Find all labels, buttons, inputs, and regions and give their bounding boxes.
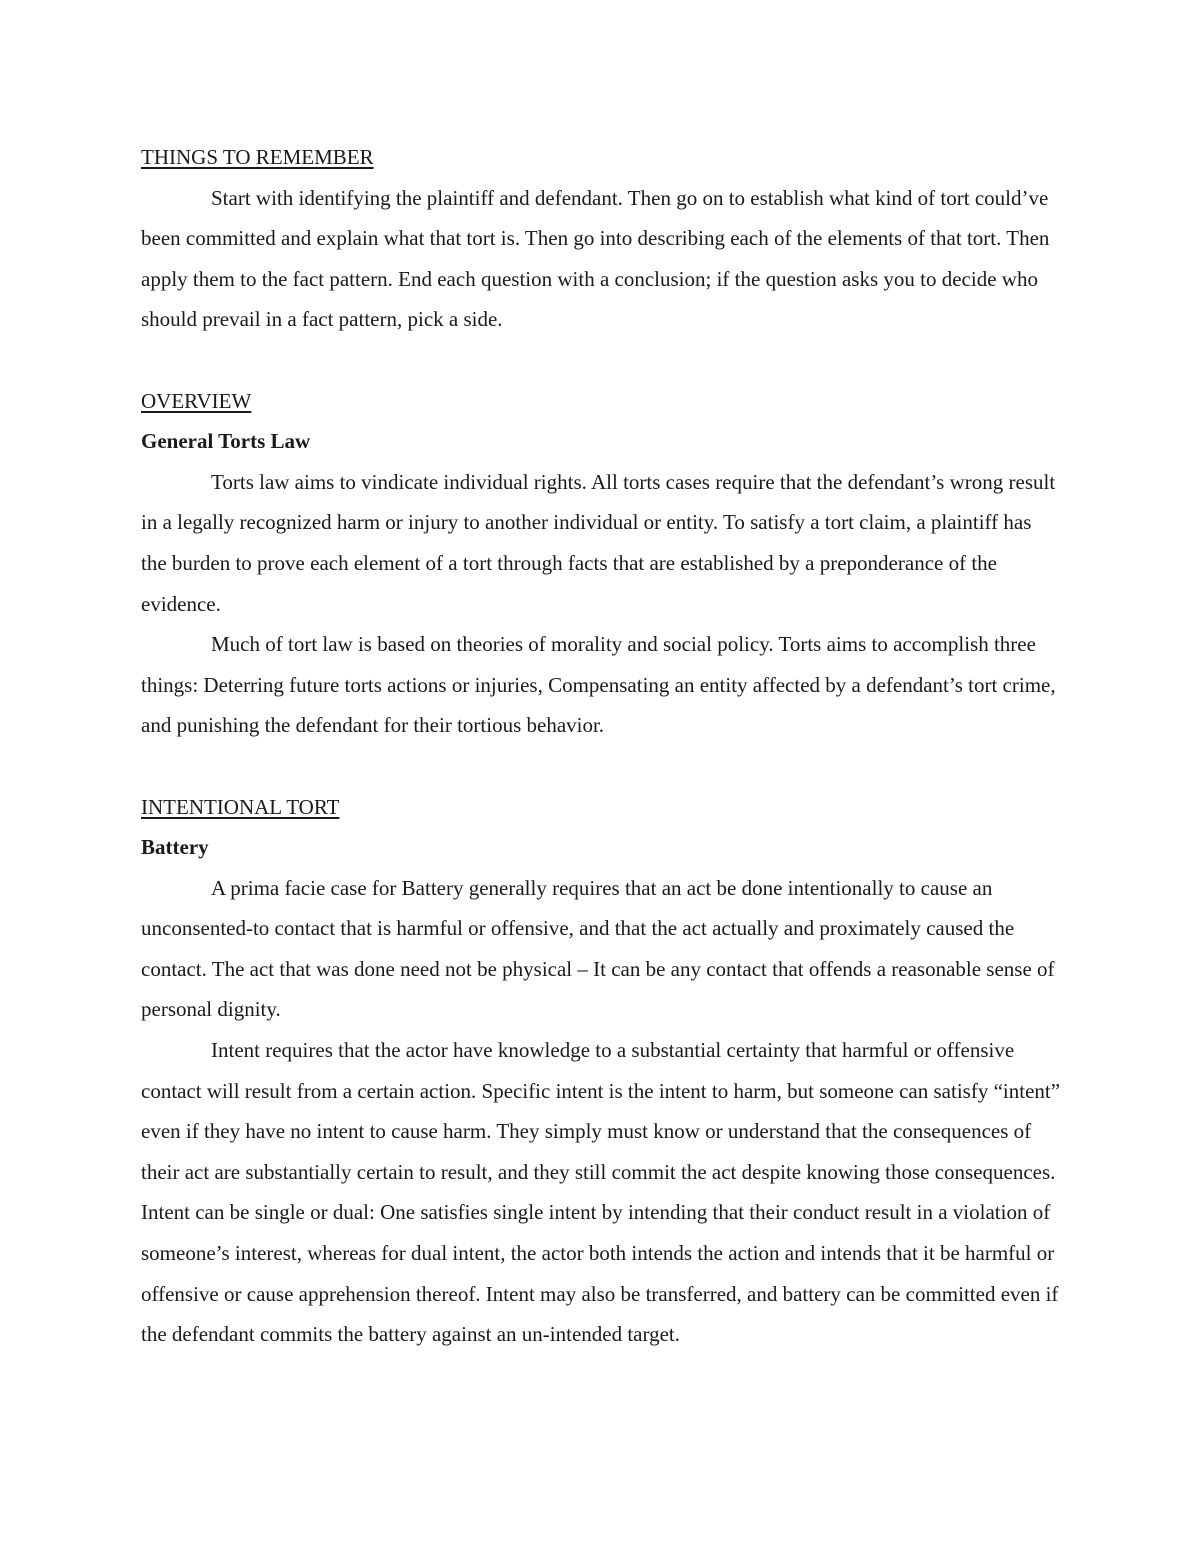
document-body <box>141 137 1061 1355</box>
section-heading: INTENTIONAL TORT <box>141 794 340 819</box>
paragraph: Intent requires that the actor have knowledge to a substantial certainty that harmful or offensive contact will result from a certain action. Specific intent is the intent to harm, but someone can satisfy “intent” even if they have no intent to cause harm. They simply must know or understand that the consequences of their act are substantially certain to result, and they still commit the act despite knowing those consequences. Intent can be single or dual: One satisfies single intent by intending that their conduct result in a violation of someone’s interest, whereas for dual intent, the actor both intends the action and intends that it be harmful or offensive or cause apprehension thereof. Intent may also be transferred, and battery can be committed even if the defendant commits the battery against an un-intended target. <box>141 1038 1061 1347</box>
section-things-to-remember <box>141 137 1061 340</box>
paragraph: A prima facie case for Battery generally requires that an act be done intentionally to cause an unconsented-to contact that is harmful or offensive, and that the act actually and proximately caused the contact. The act that was done need not be physical – It can be any contact that offends a reasonable sense of personal dignity. <box>141 875 1055 1022</box>
section-intentional-tort <box>141 787 1061 1355</box>
paragraph: Start with identifying the plaintiff and defendant. Then go on to establish what kind of tort could’ve been committed and explain what that tort is. Then go into describing each of the elements of that tort. Then apply them to the fact pattern. End each question with a conclusion; if the question asks you to decide who should prevail in a fact pattern, pick a side. <box>141 185 1050 332</box>
section-spacer <box>141 746 1061 787</box>
section-spacer <box>141 340 1061 381</box>
section-overview <box>141 381 1061 746</box>
paragraph: Torts law aims to vindicate individual rights. All torts cases require that the defendant’s wrong result in a legally recognized harm or injury to another individual or entity. To satisfy a tort claim, a plaintiff has the burden to prove each element of a tort through facts that are established by a preponderance of the evidence. <box>141 469 1056 616</box>
subsection-heading: Battery <box>141 835 209 860</box>
subsection-heading: General Torts Law <box>141 429 311 454</box>
section-heading: OVERVIEW <box>141 388 252 413</box>
section-heading: THINGS TO REMEMBER <box>141 145 374 169</box>
paragraph: Much of tort law is based on theories of morality and social policy. Torts aims to accomplish three things: Deterring future torts actions or injuries, Compensating an entity affected by a defendant’s tort crime, and punishing the defendant for their tortious behavior. <box>141 632 1056 738</box>
